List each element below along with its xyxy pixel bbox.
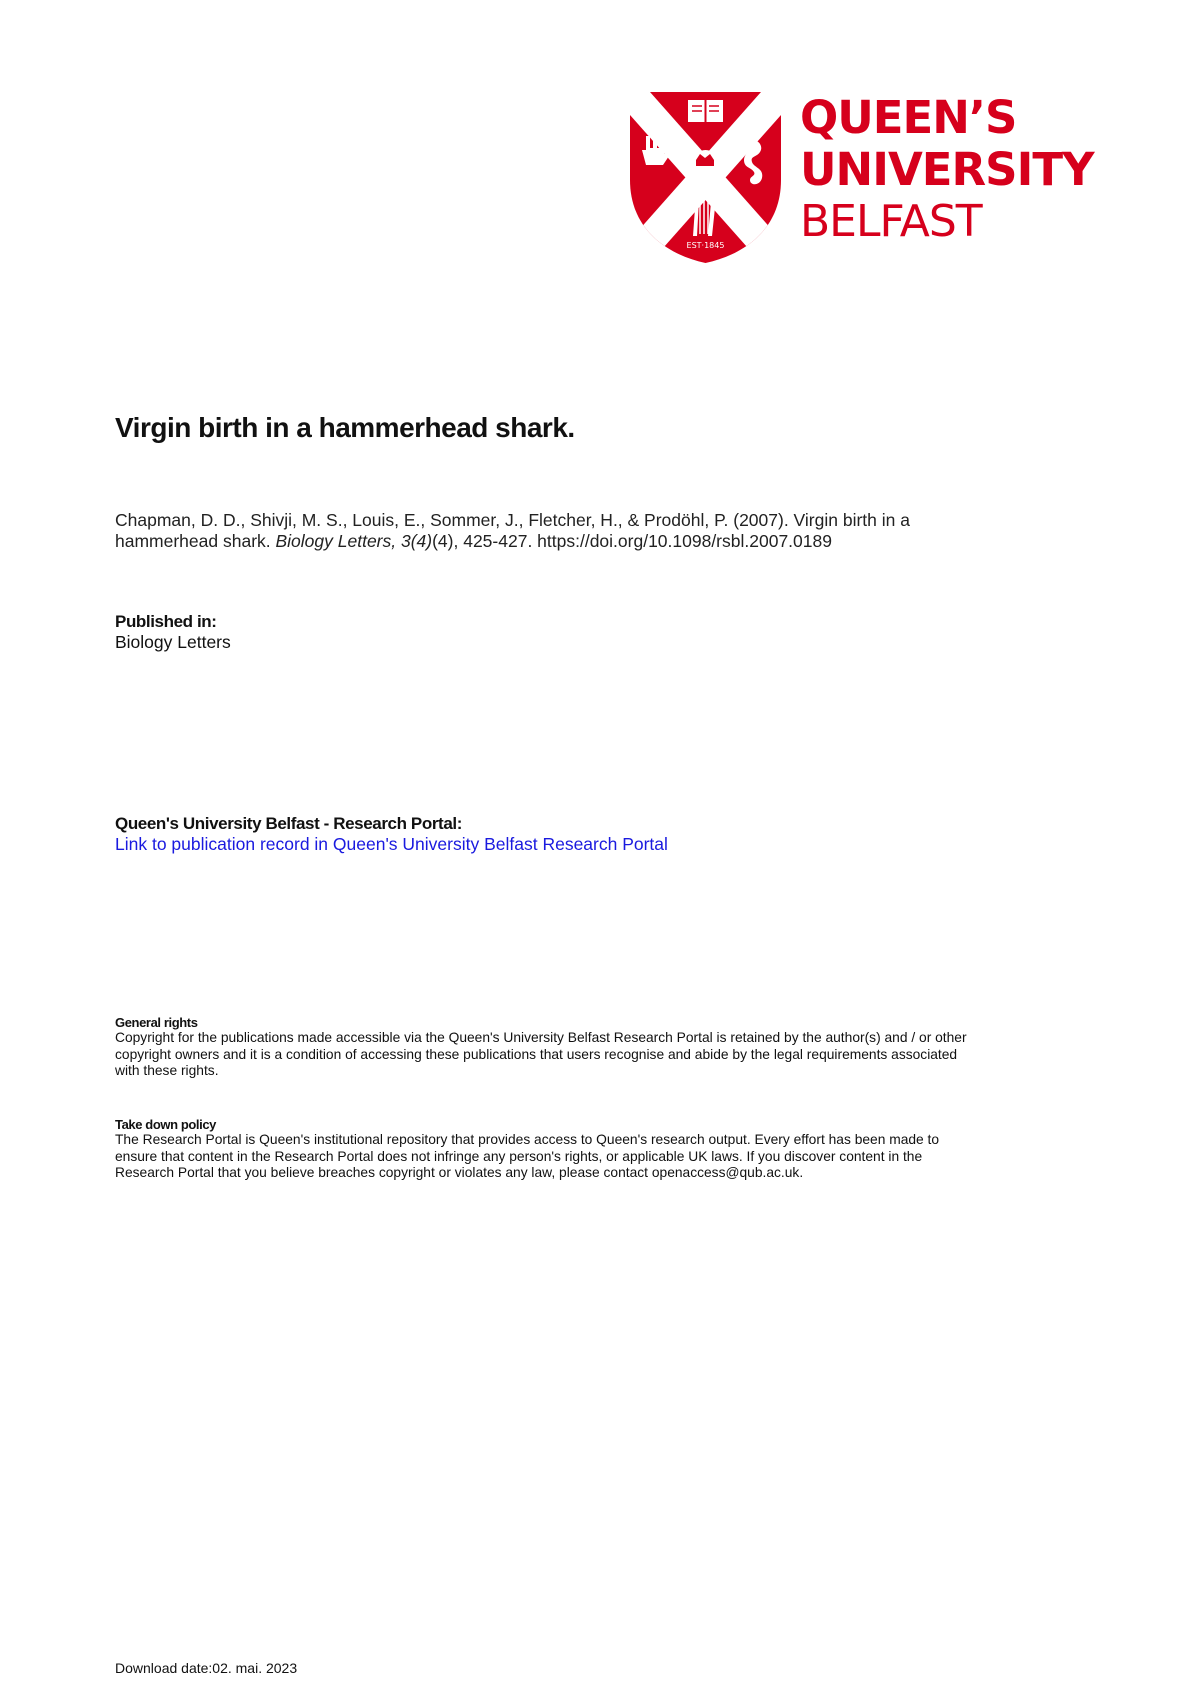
citation-line-1: Chapman, D. D., Shivji, M. S., Louis, E., Sommer, J., Fletcher, H., & Prodöhl, P. (2007). Virgin birth in a bbox=[115, 510, 910, 530]
citation bbox=[115, 510, 1075, 552]
general-rights-line: with these rights. bbox=[115, 1063, 219, 1078]
wordmark-line-3: BELFAST bbox=[800, 196, 982, 247]
university-logo bbox=[628, 90, 1128, 265]
research-portal-section bbox=[115, 814, 668, 855]
published-in-value: Biology Letters bbox=[115, 632, 231, 652]
publication-record-link[interactable]: Link to publication record in Queen's University Belfast Research Portal bbox=[115, 834, 668, 854]
takedown-policy-text bbox=[115, 1132, 1125, 1182]
citation-suffix: (4), 425-427. https://doi.org/10.1098/rsbl.2007.0189 bbox=[432, 531, 832, 551]
takedown-policy-line: ensure that content in the Research Portal does not infringe any person's rights, or applicable UK laws. If you discover content in the bbox=[115, 1148, 923, 1164]
published-in-section bbox=[115, 612, 231, 653]
crest-text: EST·1845 bbox=[686, 241, 725, 250]
university-wordmark bbox=[800, 92, 1094, 248]
takedown-policy-line: The Research Portal is Queen's institutional repository that provides access to Queen's research output. Every effort has been made to bbox=[115, 1132, 940, 1147]
general-rights-line: Copyright for the publications made accessible via the Queen's University Belfast Research Portal is retained by the author(s) and / or other bbox=[115, 1030, 967, 1045]
wordmark-line-1: QUEEN’S bbox=[800, 91, 1017, 144]
general-rights-text bbox=[115, 1030, 1125, 1080]
citation-journal: Biology Letters, 3(4) bbox=[275, 531, 433, 551]
takedown-policy-line: Research Portal that you believe breaches copyright or violates any law, please contact openaccess@qub.ac.uk. bbox=[115, 1165, 804, 1180]
research-portal-label: Queen's University Belfast - Research Portal: bbox=[115, 814, 462, 833]
document-title: Virgin birth in a hammerhead shark. bbox=[115, 412, 575, 443]
qub-crest-icon bbox=[628, 90, 783, 265]
general-rights-section bbox=[115, 1015, 1125, 1080]
published-in-label: Published in: bbox=[115, 612, 217, 631]
citation-line-2 bbox=[115, 531, 1075, 552]
general-rights-heading: General rights bbox=[115, 1015, 198, 1030]
citation-prefix: hammerhead shark. bbox=[115, 531, 276, 551]
takedown-policy-section bbox=[115, 1117, 1125, 1182]
download-date: Download date:02. mai. 2023 bbox=[115, 1660, 298, 1676]
takedown-policy-heading: Take down policy bbox=[115, 1117, 216, 1132]
general-rights-line: copyright owners and it is a condition of accessing these publications that users recognise and abide by the legal requirements associated bbox=[115, 1046, 958, 1062]
wordmark-line-2: UNIVERSITY bbox=[800, 143, 1094, 196]
